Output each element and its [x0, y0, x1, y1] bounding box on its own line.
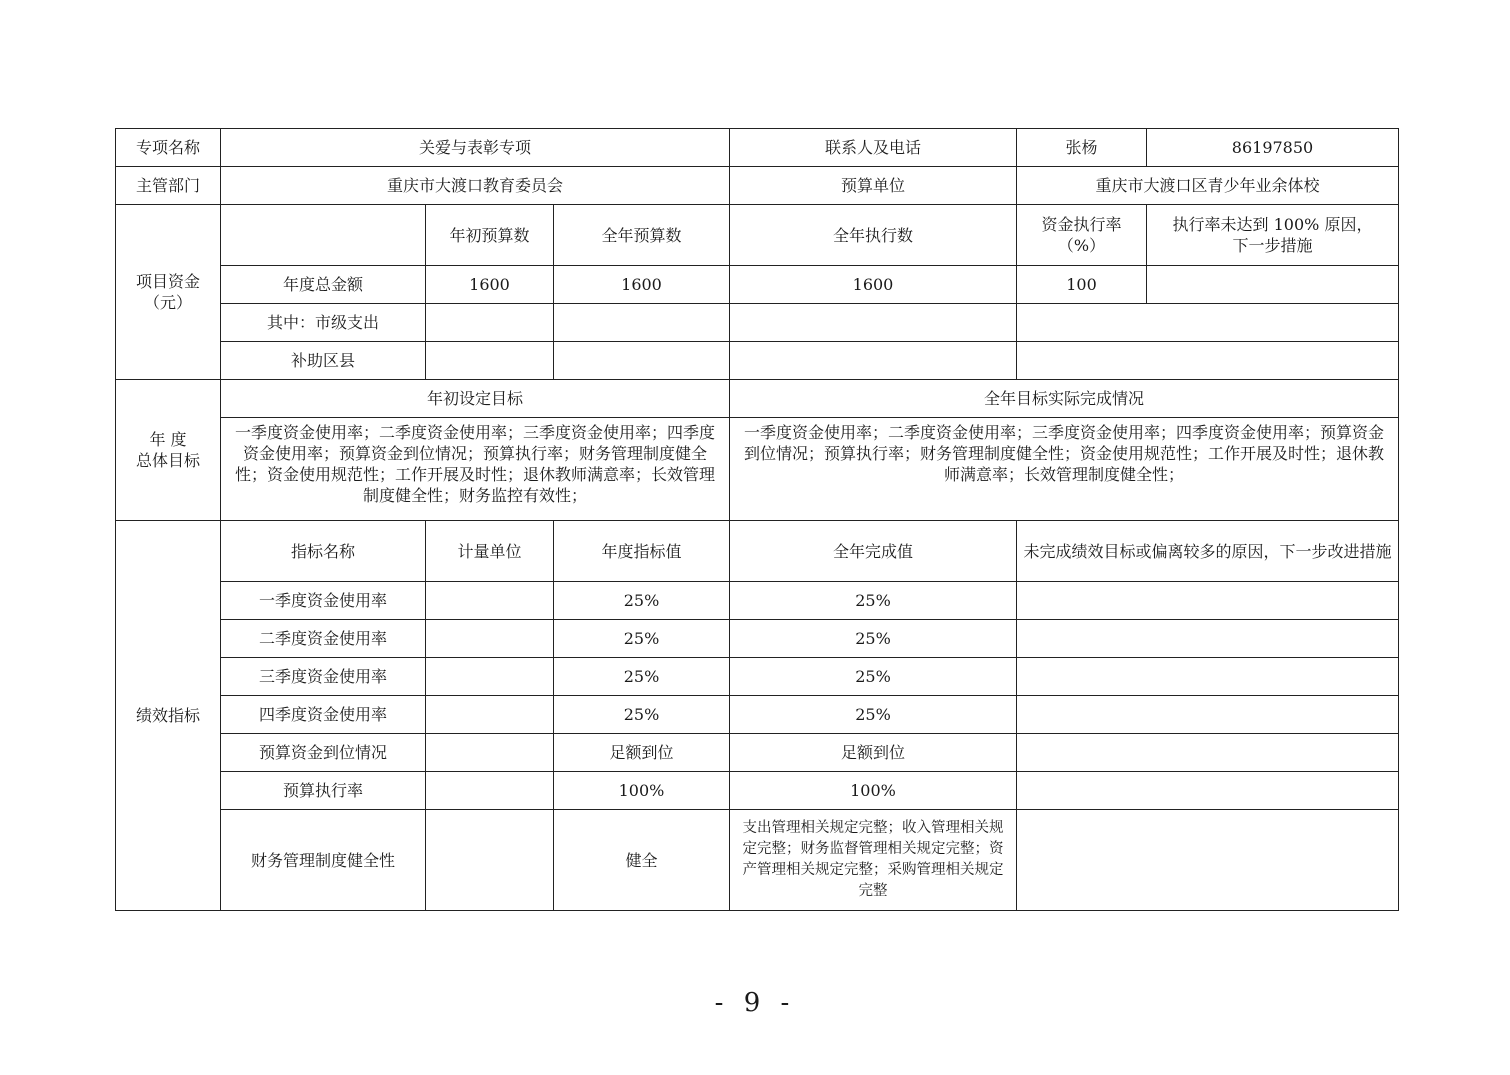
funds-executed: 1600	[730, 266, 1017, 304]
indicator-unit	[426, 658, 554, 696]
budget-unit-value: 重庆市大渡口区青少年业余体校	[1017, 167, 1399, 205]
indicator-unit	[426, 772, 554, 810]
funds-executed	[730, 304, 1017, 342]
goals-set-text: 一季度资金使用率；二季度资金使用率；三季度资金使用率；四季度资金使用率；预算资金到位情况；预算执行率；财务管理制度健全性；资金使用规范性；工作开展及时性；退休教师满意率；长效管理制度健全性；财务监控有效性；	[221, 418, 730, 521]
goals-header-row	[116, 380, 1399, 418]
funds-col-reason: 执行率未达到 100% 原因， 下一步措施	[1147, 205, 1399, 266]
indicator-reason	[1017, 582, 1399, 620]
indicator-target: 25%	[554, 658, 730, 696]
indicator-name: 财务管理制度健全性	[221, 810, 426, 911]
indicator-unit	[426, 810, 554, 911]
funds-col-annual: 全年预算数	[554, 205, 730, 266]
goals-content-row	[116, 418, 1399, 521]
indicators-col-name: 指标名称	[221, 521, 426, 582]
indicator-actual: 25%	[730, 582, 1017, 620]
budget-unit-label: 预算单位	[730, 167, 1017, 205]
funds-header-row	[116, 205, 1399, 266]
indicator-unit	[426, 696, 554, 734]
indicator-name: 二季度资金使用率	[221, 620, 426, 658]
funds-annual: 1600	[554, 266, 730, 304]
funds-blank-header	[221, 205, 426, 266]
funds-row-label: 其中：市级支出	[221, 304, 426, 342]
indicator-reason	[1017, 810, 1399, 911]
indicator-name: 一季度资金使用率	[221, 582, 426, 620]
funds-executed	[730, 342, 1017, 380]
funds-initial: 1600	[426, 266, 554, 304]
funds-row	[116, 342, 1399, 380]
indicator-actual: 25%	[730, 696, 1017, 734]
indicator-reason	[1017, 658, 1399, 696]
indicator-target: 100%	[554, 772, 730, 810]
indicator-target: 25%	[554, 582, 730, 620]
indicators-col-actual: 全年完成值	[730, 521, 1017, 582]
indicator-row	[116, 772, 1399, 810]
indicator-actual: 支出管理相关规定完整；收入管理相关规定完整；财务监督管理相关规定完整；资产管理相关规定完整；采购管理相关规定完整	[730, 810, 1017, 911]
funds-col-rate: 资金执行率 （%）	[1017, 205, 1147, 266]
indicator-name: 预算执行率	[221, 772, 426, 810]
indicator-reason	[1017, 696, 1399, 734]
funds-row	[116, 304, 1399, 342]
project-label: 专项名称	[116, 129, 221, 167]
indicator-target: 健全	[554, 810, 730, 911]
header-row-2	[116, 167, 1399, 205]
contact-phone: 86197850	[1147, 129, 1399, 167]
funds-initial	[426, 342, 554, 380]
funds-rate: 100	[1017, 266, 1147, 304]
indicator-row	[116, 734, 1399, 772]
indicator-target: 足额到位	[554, 734, 730, 772]
funds-col-initial: 年初预算数	[426, 205, 554, 266]
goals-actual-text: 一季度资金使用率；二季度资金使用率；三季度资金使用率；四季度资金使用率；预算资金到位情况；预算执行率；财务管理制度健全性；资金使用规范性；工作开展及时性；退休教师满意率；长效管理制度健全性；	[730, 418, 1399, 521]
indicators-col-target: 年度指标值	[554, 521, 730, 582]
indicator-name: 三季度资金使用率	[221, 658, 426, 696]
funds-row-label: 补助区县	[221, 342, 426, 380]
funds-col-executed: 全年执行数	[730, 205, 1017, 266]
indicator-target: 25%	[554, 696, 730, 734]
indicator-row	[116, 620, 1399, 658]
funds-annual	[554, 304, 730, 342]
funds-row	[116, 266, 1399, 304]
performance-table	[115, 128, 1399, 911]
indicator-target: 25%	[554, 620, 730, 658]
indicator-row	[116, 696, 1399, 734]
funds-rate	[1017, 304, 1399, 342]
indicator-unit	[426, 582, 554, 620]
funds-row-label: 年度总金额	[221, 266, 426, 304]
goals-section-label: 年 度 总体目标	[116, 380, 221, 521]
indicator-unit	[426, 734, 554, 772]
indicator-name: 预算资金到位情况	[221, 734, 426, 772]
header-row-1	[116, 129, 1399, 167]
indicators-section-label: 绩效指标	[116, 521, 221, 911]
indicators-col-unit: 计量单位	[426, 521, 554, 582]
funds-initial	[426, 304, 554, 342]
indicator-row	[116, 810, 1399, 911]
indicator-row	[116, 582, 1399, 620]
indicator-name: 四季度资金使用率	[221, 696, 426, 734]
indicator-actual: 100%	[730, 772, 1017, 810]
indicators-header-row	[116, 521, 1399, 582]
contact-label: 联系人及电话	[730, 129, 1017, 167]
goals-set-header: 年初设定目标	[221, 380, 730, 418]
page-number: - 9 -	[714, 988, 796, 1018]
contact-name: 张杨	[1017, 129, 1147, 167]
dept-label: 主管部门	[116, 167, 221, 205]
project-name: 关爱与表彰专项	[221, 129, 730, 167]
indicators-col-reason: 未完成绩效目标或偏离较多的原因，下一步改进措施	[1017, 521, 1399, 582]
indicator-row	[116, 658, 1399, 696]
funds-section-label: 项目资金 （元）	[116, 205, 221, 380]
indicator-actual: 25%	[730, 620, 1017, 658]
indicator-actual: 足额到位	[730, 734, 1017, 772]
funds-rate	[1017, 342, 1399, 380]
indicator-reason	[1017, 772, 1399, 810]
indicator-reason	[1017, 734, 1399, 772]
funds-reason	[1147, 266, 1399, 304]
goals-actual-header: 全年目标实际完成情况	[730, 380, 1399, 418]
dept-value: 重庆市大渡口教育委员会	[221, 167, 730, 205]
indicator-unit	[426, 620, 554, 658]
funds-annual	[554, 342, 730, 380]
indicator-reason	[1017, 620, 1399, 658]
indicator-actual: 25%	[730, 658, 1017, 696]
